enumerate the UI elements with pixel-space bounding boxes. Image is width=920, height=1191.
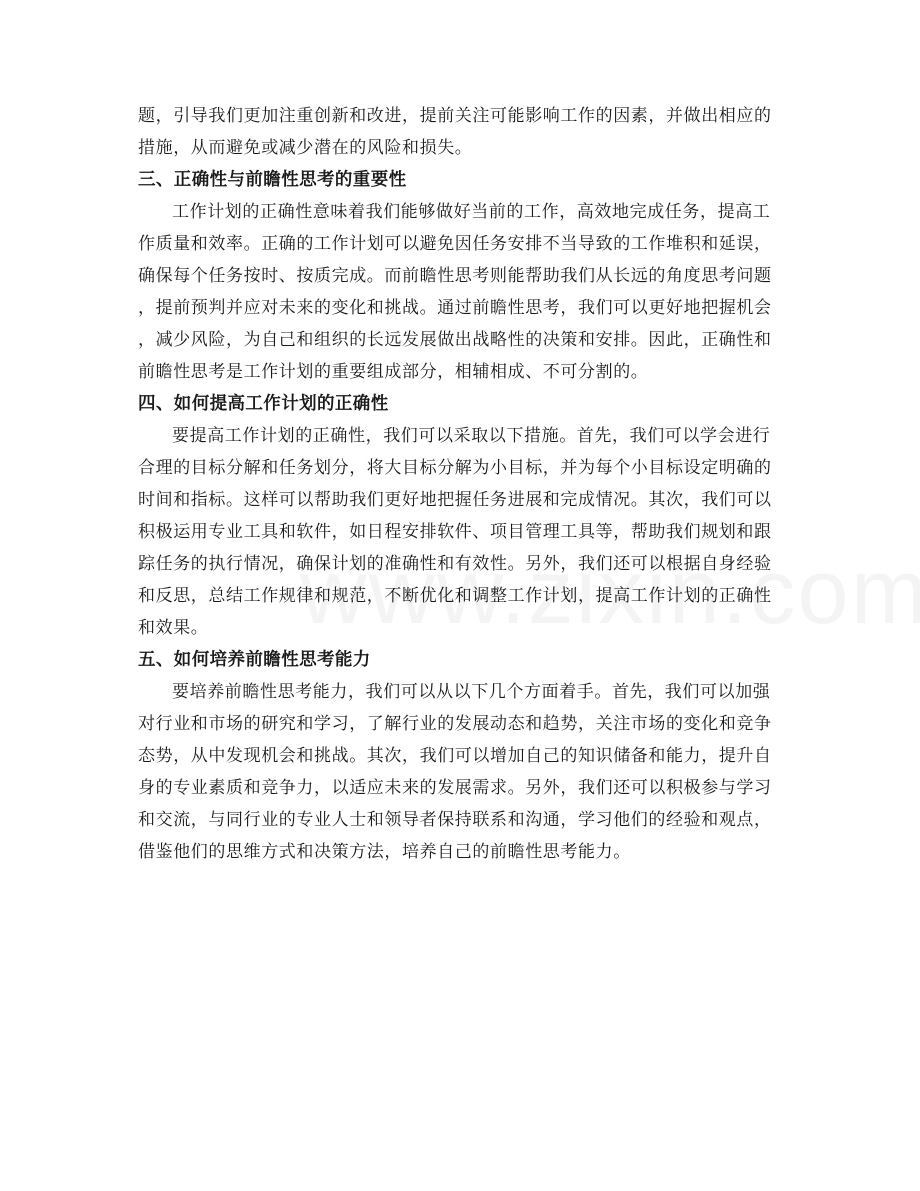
text-line: 合理的目标分解和任务划分，将大目标分解为小目标，并为每个小目标设定明确的 — [138, 458, 772, 478]
text-line: 工作计划的正确性意味着我们能够做好当前的工作，高效地完成任务，提高工 — [172, 202, 771, 222]
text-line: 借鉴他们的思维方式和决策方法，培养自己的前瞻性思考能力。 — [138, 842, 631, 862]
text-line: 前瞻性思考是工作计划的重要组成部分，相辅相成、不可分割的。 — [138, 362, 649, 382]
text-line: 要培养前瞻性思考能力，我们可以从以下几个方面着手。首先，我们可以加强 — [172, 682, 771, 702]
section-heading-5: 五、如何培养前瞻性思考能力 — [138, 650, 371, 670]
paragraph-section-4 — [138, 420, 784, 644]
text-line: 措施，从而避免或减少潜在的风险和损失。 — [138, 138, 473, 158]
document-body — [138, 100, 784, 868]
text-line: 身的专业素质和竞争力，以适应未来的发展需求。另外，我们还可以积极参与学习 — [138, 778, 772, 798]
section-heading-3: 三、正确性与前瞻性思考的重要性 — [138, 170, 407, 190]
text-line: ，提前预判并应对未来的变化和挑战。通过前瞻性思考，我们可以更好地把握机会 — [138, 298, 772, 318]
paragraph-intro — [138, 100, 784, 164]
text-line: 和效果。 — [138, 618, 209, 638]
text-line: 和反思，总结工作规律和规范，不断优化和调整工作计划，提高工作计划的正确性 — [138, 586, 772, 606]
text-line: 积极运用专业工具和软件，如日程安排软件、项目管理工具等，帮助我们规划和跟 — [138, 522, 772, 542]
paragraph-section-3 — [138, 196, 784, 388]
text-line: 和交流，与同行业的专业人士和领导者保持联系和沟通，学习他们的经验和观点， — [138, 810, 772, 830]
text-line: 确保每个任务按时、按质完成。而前瞻性思考则能帮助我们从长远的角度思考问题 — [138, 266, 772, 286]
text-line: 对行业和市场的研究和学习，了解行业的发展动态和趋势，关注市场的变化和竞争 — [138, 714, 772, 734]
text-line: 时间和指标。这样可以帮助我们更好地把握任务进展和完成情况。其次，我们可以 — [138, 490, 772, 510]
text-line: ，减少风险，为自己和组织的长远发展做出战略性的决策和安排。因此，正确性和 — [138, 330, 772, 350]
paragraph-section-5 — [138, 676, 784, 868]
text-line: 态势，从中发现机会和挑战。其次，我们可以增加自己的知识储备和能力，提升自 — [138, 746, 772, 766]
text-line: 踪任务的执行情况，确保计划的准确性和有效性。另外，我们还可以根据自身经验 — [138, 554, 772, 574]
text-line: 作质量和效率。正确的工作计划可以避免因任务安排不当导致的工作堆积和延误， — [138, 234, 772, 254]
text-line: 要提高工作计划的正确性，我们可以采取以下措施。首先，我们可以学会进行 — [172, 426, 771, 446]
section-heading-4: 四、如何提高工作计划的正确性 — [138, 394, 389, 414]
text-line: 题，引导我们更加注重创新和改进，提前关注可能影响工作的因素，并做出相应的 — [138, 106, 772, 126]
